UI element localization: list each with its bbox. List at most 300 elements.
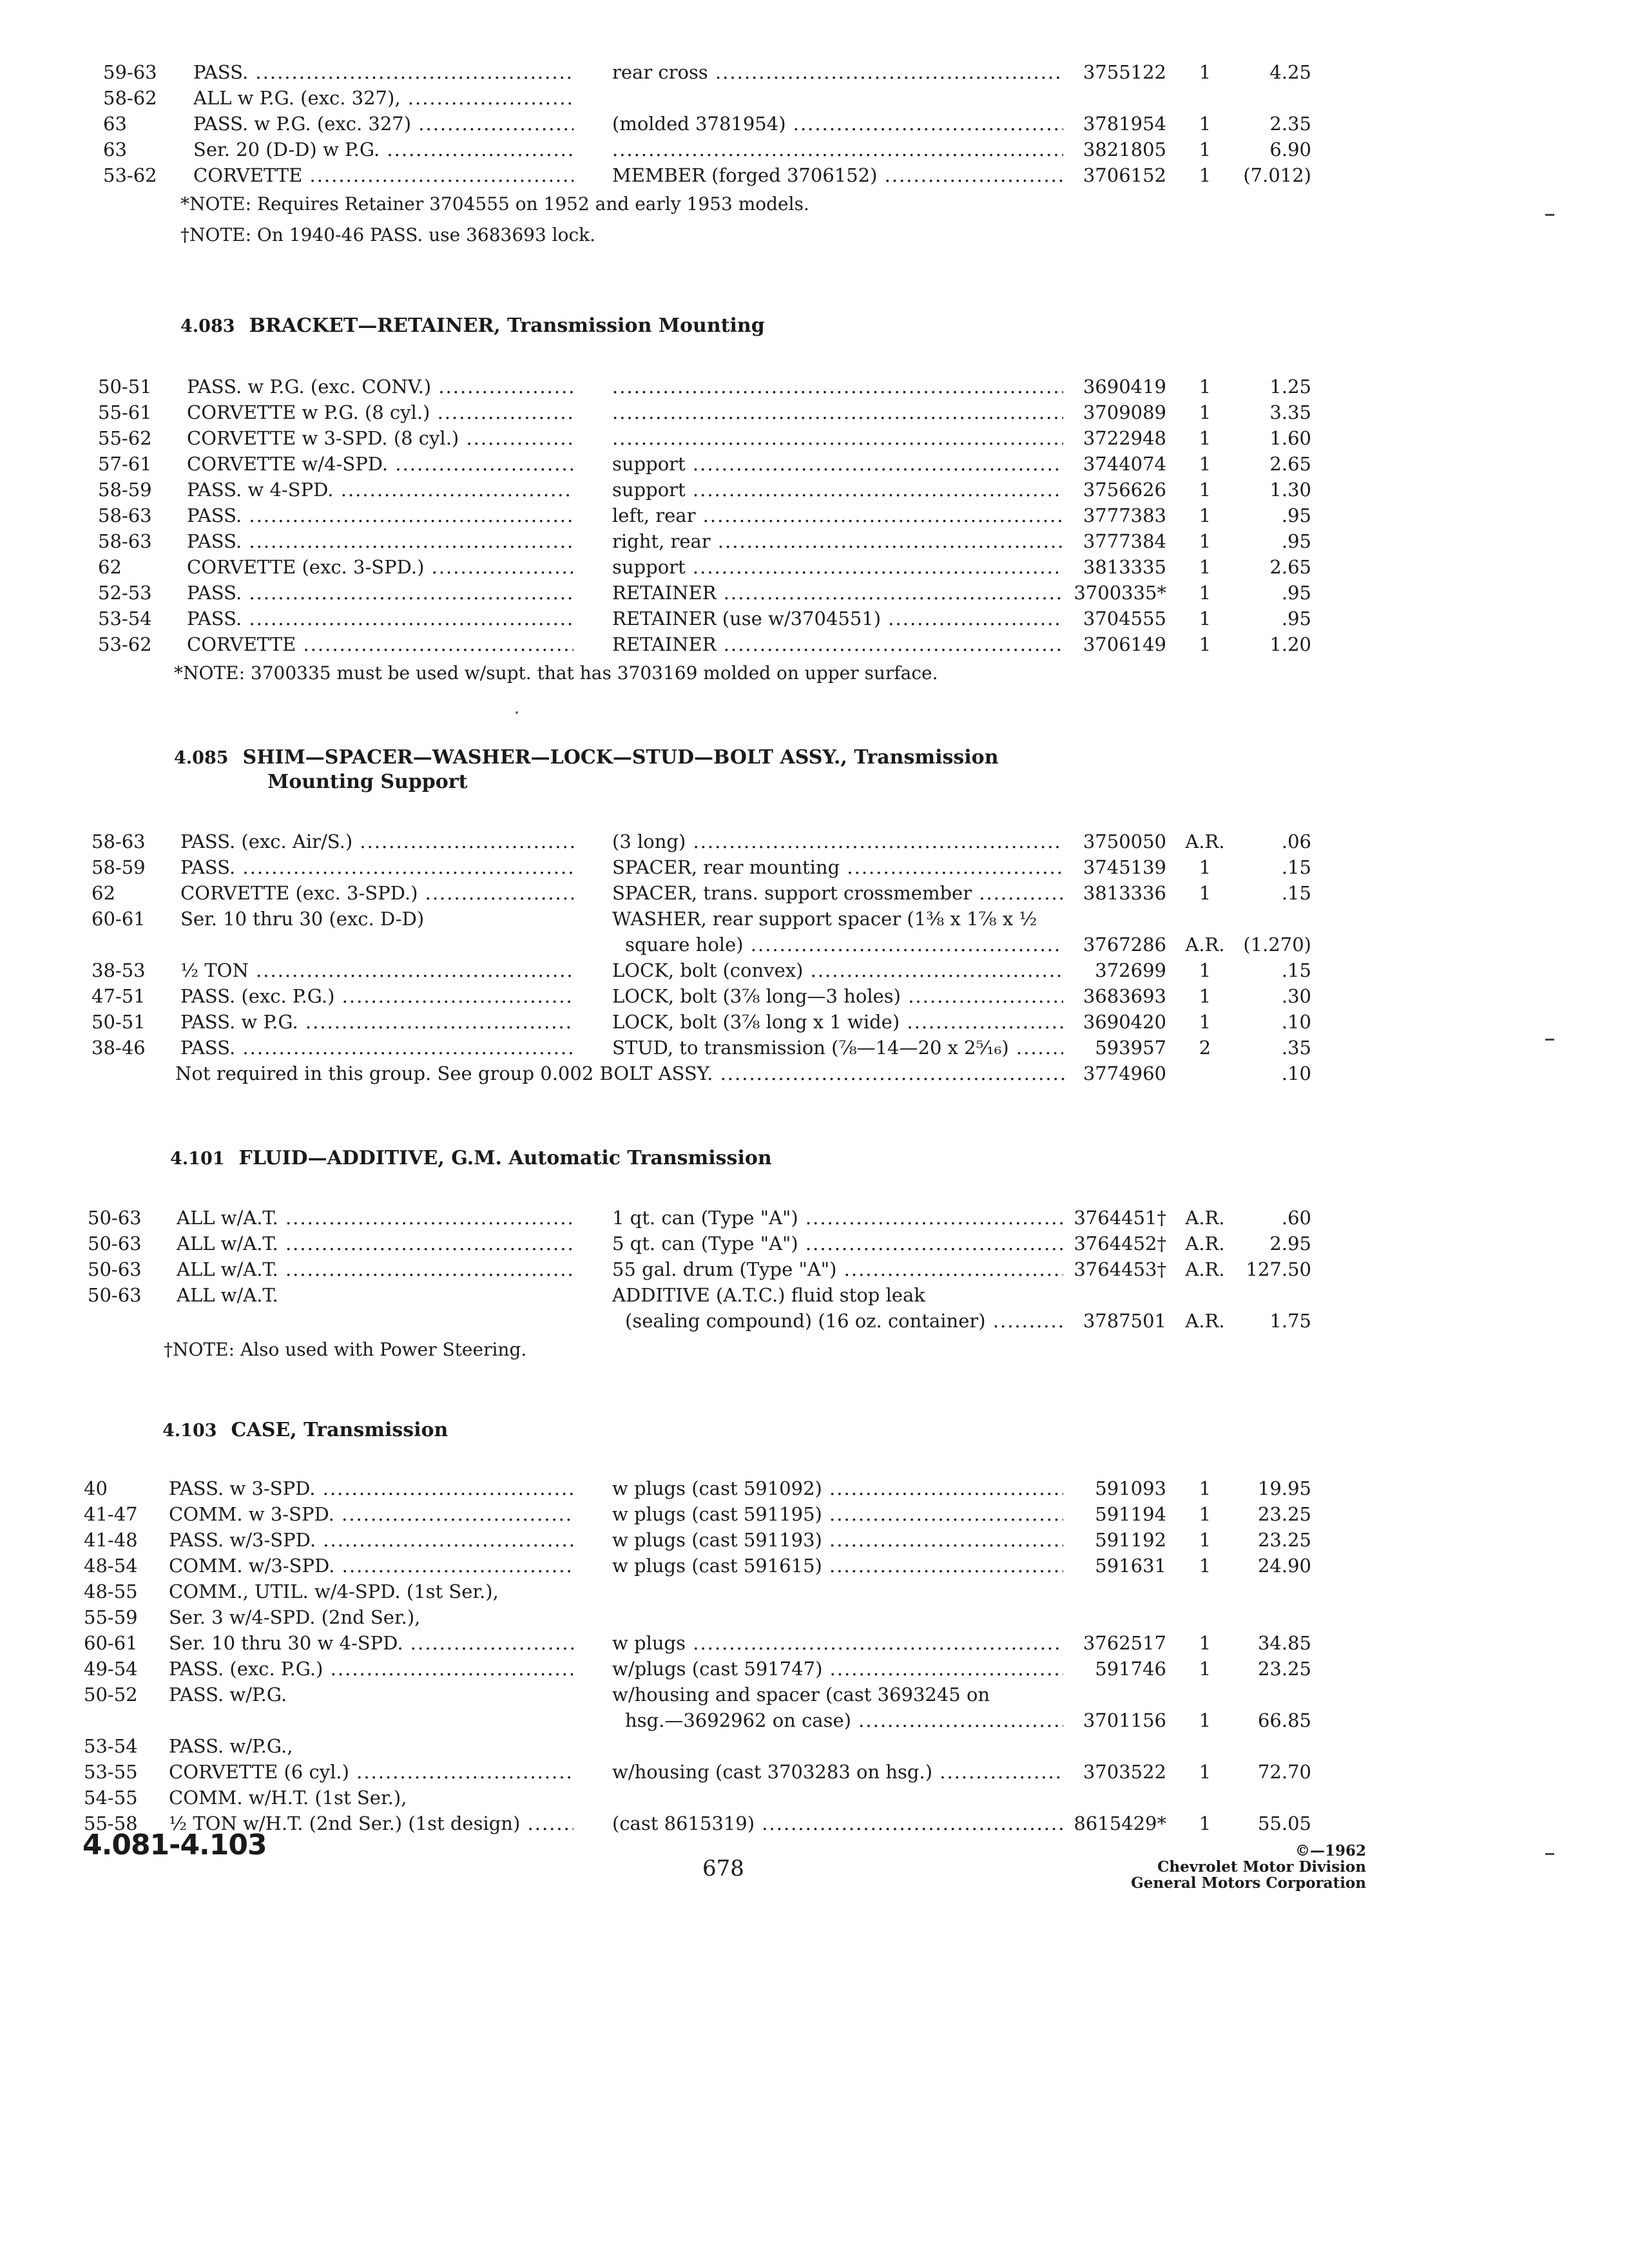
list-price: .15 xyxy=(1281,856,1311,878)
table-row xyxy=(0,137,1629,162)
list-price: (7.012) xyxy=(1243,164,1311,186)
list-price: .60 xyxy=(1281,1207,1311,1229)
table-row xyxy=(0,631,1629,657)
copyright-block xyxy=(1108,1843,1366,1891)
quantity: 1 xyxy=(1199,401,1211,423)
year-range: 41-48 xyxy=(84,1529,138,1551)
part-number: 3706152 xyxy=(1083,164,1166,186)
table-row xyxy=(0,829,1629,854)
model-applicability xyxy=(177,1231,574,1256)
table-row xyxy=(0,1527,1629,1553)
model-applicability xyxy=(187,528,574,554)
table-row xyxy=(0,1256,1629,1282)
part-number: 3777384 xyxy=(1083,530,1166,552)
list-price: .95 xyxy=(1281,530,1311,552)
model-text: PASS. xyxy=(193,61,249,83)
year-range: 50-63 xyxy=(88,1284,142,1306)
model-text: CORVETTE xyxy=(187,633,296,655)
list-price: 1.75 xyxy=(1269,1310,1311,1332)
list-price: 24.90 xyxy=(1257,1555,1311,1577)
model-applicability xyxy=(187,503,574,528)
quantity: 1 xyxy=(1199,556,1211,578)
part-number: 3701156 xyxy=(1083,1709,1166,1731)
stray-mark xyxy=(516,711,518,714)
part-description xyxy=(612,451,1063,477)
quantity: 1 xyxy=(1199,1632,1211,1654)
model-text: CORVETTE w P.G. (8 cyl.) xyxy=(187,401,430,423)
year-range: 58-59 xyxy=(92,856,146,878)
year-range: 60-61 xyxy=(84,1632,138,1654)
table-row xyxy=(0,606,1629,631)
margin-mark xyxy=(1545,1853,1554,1855)
list-price: .10 xyxy=(1281,1011,1311,1033)
section-note: †NOTE: Also used with Power Steering. xyxy=(164,1339,527,1360)
quantity: 1 xyxy=(1199,164,1211,186)
quantity: A.R. xyxy=(1185,831,1225,852)
description-text: LOCK, bolt (convex) xyxy=(612,959,804,981)
section-note: *NOTE: 3700335 must be used w/supt. that has 3703169 molded on upper surface. xyxy=(174,662,938,684)
section-number: 4.103 xyxy=(162,1421,217,1441)
model-text: PASS. (exc. P.G.) xyxy=(169,1658,323,1680)
list-price: 23.25 xyxy=(1257,1658,1311,1680)
model-applicability xyxy=(177,1282,574,1308)
model-text: ALL w/A.T. xyxy=(177,1207,278,1229)
part-description xyxy=(612,399,1063,425)
list-price: 6.90 xyxy=(1269,139,1311,160)
year-range: 55-58 xyxy=(84,1812,138,1834)
year-range: 49-54 xyxy=(84,1658,138,1680)
description-text: w plugs (cast 591615) xyxy=(612,1555,822,1577)
table-row xyxy=(0,503,1629,528)
table-row xyxy=(0,1501,1629,1527)
description-text: w plugs (cast 591193) xyxy=(612,1529,822,1551)
table-row xyxy=(0,1553,1629,1579)
year-range: 62 xyxy=(92,882,115,904)
year-range: 58-63 xyxy=(92,831,146,852)
model-text: Ser. 10 thru 30 (exc. D-D) xyxy=(180,908,425,930)
table-row xyxy=(0,59,1629,85)
quantity: A.R. xyxy=(1185,1310,1225,1332)
year-range: 62 xyxy=(98,556,122,578)
part-description xyxy=(612,1501,1063,1527)
description-text: w plugs xyxy=(612,1632,686,1654)
model-text: PASS. w/3-SPD. xyxy=(169,1529,316,1551)
model-text: PASS. w 4-SPD. xyxy=(187,479,334,501)
quantity: 1 xyxy=(1199,959,1211,981)
part-description xyxy=(612,554,1063,580)
part-number: 3774960 xyxy=(1083,1062,1166,1084)
list-price: .06 xyxy=(1281,831,1311,852)
description-text: 5 qt. can (Type "A") xyxy=(612,1233,798,1254)
part-description xyxy=(612,829,1063,854)
model-applicability xyxy=(169,1682,574,1707)
quantity: 1 xyxy=(1199,427,1211,449)
year-range: 58-63 xyxy=(98,530,152,552)
part-number: 591194 xyxy=(1095,1503,1166,1525)
part-number: 591093 xyxy=(1095,1477,1166,1499)
part-description xyxy=(612,983,1063,1009)
table-row xyxy=(0,983,1629,1009)
model-applicability xyxy=(177,1256,574,1282)
table-row xyxy=(0,1630,1629,1656)
table-row xyxy=(0,451,1629,477)
year-range: 50-51 xyxy=(98,376,152,398)
margin-mark xyxy=(1545,1039,1554,1041)
model-applicability xyxy=(187,554,574,580)
part-number: 3709089 xyxy=(1083,401,1166,423)
list-price: 1.30 xyxy=(1269,479,1311,501)
list-price: 3.35 xyxy=(1269,401,1311,423)
list-price: 72.70 xyxy=(1257,1761,1311,1783)
list-price: .35 xyxy=(1281,1037,1311,1059)
description-text: WASHER, rear support spacer (1⅜ x 1⅞ x ½ xyxy=(612,908,1037,930)
year-range: 38-53 xyxy=(92,959,146,981)
part-number: 3781954 xyxy=(1083,113,1166,135)
part-description xyxy=(612,503,1063,528)
list-price: 2.65 xyxy=(1269,453,1311,475)
part-number: 3722948 xyxy=(1083,427,1166,449)
table-row xyxy=(0,425,1629,451)
part-description xyxy=(612,1682,1063,1707)
quantity: 1 xyxy=(1199,505,1211,526)
bolt-assy-note xyxy=(175,1061,1065,1086)
quantity: A.R. xyxy=(1185,1258,1225,1280)
description-text: LOCK, bolt (3⅞ long—3 holes) xyxy=(612,985,901,1007)
part-description xyxy=(612,1811,1063,1836)
year-range: 60-61 xyxy=(92,908,146,930)
year-range: 58-59 xyxy=(98,479,152,501)
part-description xyxy=(612,477,1063,503)
year-range: 55-62 xyxy=(98,427,152,449)
year-range: 53-54 xyxy=(98,608,152,629)
model-applicability xyxy=(180,957,574,983)
margin-mark xyxy=(1545,214,1554,216)
table-row xyxy=(0,580,1629,606)
description-text: support xyxy=(612,556,686,578)
model-text: PASS. (exc. P.G.) xyxy=(180,985,335,1007)
model-text: PASS. w P.G. (exc. 327) xyxy=(193,113,412,135)
table-row xyxy=(0,111,1629,137)
part-description xyxy=(612,162,1063,188)
model-text: COMM., UTIL. w/4-SPD. (1st Ser.), xyxy=(169,1581,499,1602)
model-applicability xyxy=(187,631,574,657)
quantity: 1 xyxy=(1199,139,1211,160)
year-range: 41-47 xyxy=(84,1503,138,1525)
part-description xyxy=(612,1656,1063,1682)
table-row xyxy=(0,932,1629,957)
corporation-name: General Motors Corporation xyxy=(1131,1874,1366,1892)
model-applicability xyxy=(187,399,574,425)
year-range: 53-62 xyxy=(103,164,157,186)
model-text: Ser. 3 w/4-SPD. (2nd Ser.), xyxy=(169,1606,421,1628)
section-number: 4.083 xyxy=(180,316,235,336)
model-text: PASS. w P.G. (exc. CONV.) xyxy=(187,376,432,398)
part-number: 3813336 xyxy=(1083,882,1166,904)
part-description xyxy=(612,606,1063,631)
table-row xyxy=(0,162,1629,188)
year-range: 40 xyxy=(84,1477,108,1499)
list-price: .15 xyxy=(1281,959,1311,981)
quantity: 1 xyxy=(1199,1555,1211,1577)
part-number: 8615429* xyxy=(1074,1812,1166,1834)
description-text: SPACER, rear mounting xyxy=(612,856,840,878)
section-number: 4.101 xyxy=(170,1149,225,1169)
model-text: ALL w/A.T. xyxy=(177,1258,278,1280)
description-text: support xyxy=(612,453,686,475)
model-applicability xyxy=(180,854,574,880)
year-range: 48-55 xyxy=(84,1581,138,1602)
part-number: 3756626 xyxy=(1083,479,1166,501)
model-text: Ser. 10 thru 30 w 4-SPD. xyxy=(169,1632,403,1654)
part-number: 3821805 xyxy=(1083,139,1166,160)
model-applicability xyxy=(169,1630,574,1656)
table-row xyxy=(0,1604,1629,1630)
page-range: 4.081-4.103 xyxy=(82,1829,267,1861)
model-applicability xyxy=(187,374,574,399)
table-row xyxy=(0,374,1629,399)
description-text: w plugs (cast 591092) xyxy=(612,1477,822,1499)
section-title: CASE, Transmission xyxy=(231,1419,448,1441)
list-price: 2.35 xyxy=(1269,113,1311,135)
quantity: 1 xyxy=(1199,582,1211,604)
list-price: .30 xyxy=(1281,985,1311,1007)
part-description xyxy=(612,425,1063,451)
description-text: LOCK, bolt (3⅞ long x 1 wide) xyxy=(612,1011,900,1033)
year-range: 55-61 xyxy=(98,401,152,423)
quantity: 1 xyxy=(1199,985,1211,1007)
list-price: 127.50 xyxy=(1246,1258,1311,1280)
quantity: 1 xyxy=(1199,1709,1211,1731)
description-text: RETAINER (use w/3704551) xyxy=(612,608,882,629)
model-applicability xyxy=(177,1205,574,1231)
description-text: 1 qt. can (Type "A") xyxy=(612,1207,798,1229)
model-applicability xyxy=(180,983,574,1009)
model-text: COMM. w 3-SPD. xyxy=(169,1503,334,1525)
quantity: 1 xyxy=(1199,61,1211,83)
quantity: 1 xyxy=(1199,453,1211,475)
model-applicability xyxy=(180,880,574,906)
year-range: 50-63 xyxy=(88,1207,142,1229)
part-number: 3706149 xyxy=(1083,633,1166,655)
part-number: 3744074 xyxy=(1083,453,1166,475)
quantity: 2 xyxy=(1199,1037,1211,1059)
model-text: CORVETTE w 3-SPD. (8 cyl.) xyxy=(187,427,459,449)
year-range: 50-63 xyxy=(88,1258,142,1280)
list-price: .15 xyxy=(1281,882,1311,904)
list-price: 19.95 xyxy=(1257,1477,1311,1499)
table-row xyxy=(0,399,1629,425)
description-text: w/housing (cast 3703283 on hsg.) xyxy=(612,1761,933,1783)
model-applicability xyxy=(180,906,574,932)
model-applicability xyxy=(169,1785,574,1811)
table-row xyxy=(0,1733,1629,1759)
table-row xyxy=(0,1205,1629,1231)
year-range: 54-55 xyxy=(84,1787,138,1809)
part-description xyxy=(612,528,1063,554)
description-text: 55 gal. drum (Type "A") xyxy=(612,1258,837,1280)
list-price: 55.05 xyxy=(1257,1812,1311,1834)
part-number: 3700335* xyxy=(1074,582,1166,604)
description-text: (molded 3781954) xyxy=(612,113,786,135)
model-text: PASS. xyxy=(187,582,242,604)
part-description xyxy=(612,1630,1063,1656)
quantity: 1 xyxy=(1199,1011,1211,1033)
model-applicability xyxy=(169,1527,574,1553)
table-row xyxy=(0,477,1629,503)
description-text: square hole) xyxy=(625,934,744,956)
section-title: FLUID—ADDITIVE, G.M. Automatic Transmission xyxy=(238,1147,772,1169)
section-heading xyxy=(180,314,765,337)
table-row xyxy=(0,528,1629,554)
description-text: support xyxy=(612,479,686,501)
description-text: w plugs (cast 591195) xyxy=(612,1503,822,1525)
part-number: 372699 xyxy=(1095,959,1166,981)
model-applicability xyxy=(169,1759,574,1785)
part-description xyxy=(625,1707,1063,1733)
model-text: PASS. (exc. Air/S.) xyxy=(180,831,353,852)
model-applicability xyxy=(187,425,574,451)
table-row xyxy=(0,1009,1629,1035)
quantity: 1 xyxy=(1199,633,1211,655)
year-range: 53-55 xyxy=(84,1761,138,1783)
year-range: 63 xyxy=(103,113,127,135)
description-text: w/plugs (cast 591747) xyxy=(612,1658,823,1680)
part-number: 3762517 xyxy=(1083,1632,1166,1654)
part-number: 3750050 xyxy=(1083,831,1166,852)
section-heading xyxy=(162,1419,448,1441)
list-price: 34.85 xyxy=(1257,1632,1311,1654)
part-number: 591192 xyxy=(1095,1529,1166,1551)
part-number: 591746 xyxy=(1095,1658,1166,1680)
part-description xyxy=(612,1553,1063,1579)
model-text: ½ TON xyxy=(180,959,249,981)
part-number: 3690419 xyxy=(1083,376,1166,398)
section-number: 4.085 xyxy=(174,748,229,768)
table-row xyxy=(0,1707,1629,1733)
model-applicability xyxy=(193,85,574,111)
part-description xyxy=(612,880,1063,906)
description-text: RETAINER xyxy=(612,633,717,655)
list-price: 4.25 xyxy=(1269,61,1311,83)
model-text: PASS. xyxy=(180,1037,236,1059)
list-price: 1.20 xyxy=(1269,633,1311,655)
model-applicability xyxy=(169,1553,574,1579)
model-text: PASS. w 3-SPD. xyxy=(169,1477,316,1499)
description-text: w/housing and spacer (cast 3693245 on xyxy=(612,1684,990,1706)
model-applicability xyxy=(193,59,574,85)
table-row xyxy=(0,854,1629,880)
model-applicability xyxy=(169,1501,574,1527)
year-range: 47-51 xyxy=(92,985,146,1007)
year-range: 63 xyxy=(103,139,127,160)
list-price: (1.270) xyxy=(1243,934,1311,956)
section-title-continued: Mounting Support xyxy=(267,771,468,793)
table-row xyxy=(0,1475,1629,1501)
part-description xyxy=(612,1527,1063,1553)
part-number: 3764453† xyxy=(1074,1258,1166,1280)
model-text: PASS. w P.G. xyxy=(180,1011,298,1033)
part-description xyxy=(625,932,1063,957)
model-text: CORVETTE (exc. 3-SPD.) xyxy=(187,556,425,578)
year-range: 48-54 xyxy=(84,1555,138,1577)
list-price: 1.60 xyxy=(1269,427,1311,449)
section-heading xyxy=(174,746,999,769)
part-description xyxy=(612,1475,1063,1501)
quantity: 1 xyxy=(1199,882,1211,904)
quantity: 1 xyxy=(1199,1761,1211,1783)
table-row xyxy=(0,957,1629,983)
year-range: 53-62 xyxy=(98,633,152,655)
model-text: CORVETTE (exc. 3-SPD.) xyxy=(180,882,418,904)
section-heading xyxy=(170,1147,772,1169)
list-price: 1.25 xyxy=(1269,376,1311,398)
part-description xyxy=(612,580,1063,606)
list-price: .10 xyxy=(1281,1062,1311,1084)
part-description xyxy=(612,1035,1063,1061)
part-number: 3787501 xyxy=(1083,1310,1166,1332)
model-text: PASS. xyxy=(187,608,242,629)
division-name: Chevrolet Motor Division xyxy=(1157,1858,1366,1876)
part-description xyxy=(612,854,1063,880)
model-text: CORVETTE (6 cyl.) xyxy=(169,1761,349,1783)
section-note: †NOTE: On 1940-46 PASS. use 3683693 lock. xyxy=(180,224,596,245)
part-description xyxy=(612,1282,1063,1308)
table-row xyxy=(0,1759,1629,1785)
section-note: *NOTE: Requires Retainer 3704555 on 1952 and early 1953 models. xyxy=(180,193,809,215)
year-range: 52-53 xyxy=(98,582,152,604)
model-text: PASS. w/P.G. xyxy=(169,1684,287,1706)
model-applicability xyxy=(169,1733,574,1759)
year-range: 50-63 xyxy=(88,1233,142,1254)
section-title: BRACKET—RETAINER, Transmission Mounting xyxy=(249,314,765,337)
list-price: .95 xyxy=(1281,608,1311,629)
year-range: 55-59 xyxy=(84,1606,138,1628)
part-description xyxy=(612,111,1063,137)
list-price: 66.85 xyxy=(1257,1709,1311,1731)
quantity: 1 xyxy=(1199,1477,1211,1499)
quantity: 1 xyxy=(1199,376,1211,398)
model-text: ALL w P.G. (exc. 327), xyxy=(193,87,401,109)
part-description xyxy=(612,374,1063,399)
part-description xyxy=(625,1308,1063,1334)
year-range: 50-51 xyxy=(92,1011,146,1033)
model-text: CORVETTE w/4-SPD. xyxy=(187,453,389,475)
quantity: 1 xyxy=(1199,479,1211,501)
list-price: 23.25 xyxy=(1257,1529,1311,1551)
table-row xyxy=(0,1579,1629,1604)
description-text: (sealing compound) (16 oz. container) xyxy=(625,1310,986,1332)
model-text: COMM. w/3-SPD. xyxy=(169,1555,335,1577)
year-range: 58-62 xyxy=(103,87,157,109)
part-number: 3764451† xyxy=(1074,1207,1166,1229)
model-applicability xyxy=(180,1035,574,1061)
part-description xyxy=(612,1009,1063,1035)
list-price: 2.95 xyxy=(1269,1233,1311,1254)
model-text: Ser. 20 (D-D) w P.G. xyxy=(193,139,380,160)
part-number: 3683693 xyxy=(1083,985,1166,1007)
year-range: 59-63 xyxy=(103,61,157,83)
table-row xyxy=(0,906,1629,932)
quantity: 1 xyxy=(1199,1812,1211,1834)
model-applicability xyxy=(169,1604,574,1630)
table-row xyxy=(0,85,1629,111)
table-row-footnote xyxy=(0,1061,1629,1086)
page-number: 678 xyxy=(702,1856,744,1881)
model-text: PASS. w/P.G., xyxy=(169,1735,293,1757)
part-number: 3690420 xyxy=(1083,1011,1166,1033)
table-row xyxy=(0,1785,1629,1811)
part-number: 591631 xyxy=(1095,1555,1166,1577)
